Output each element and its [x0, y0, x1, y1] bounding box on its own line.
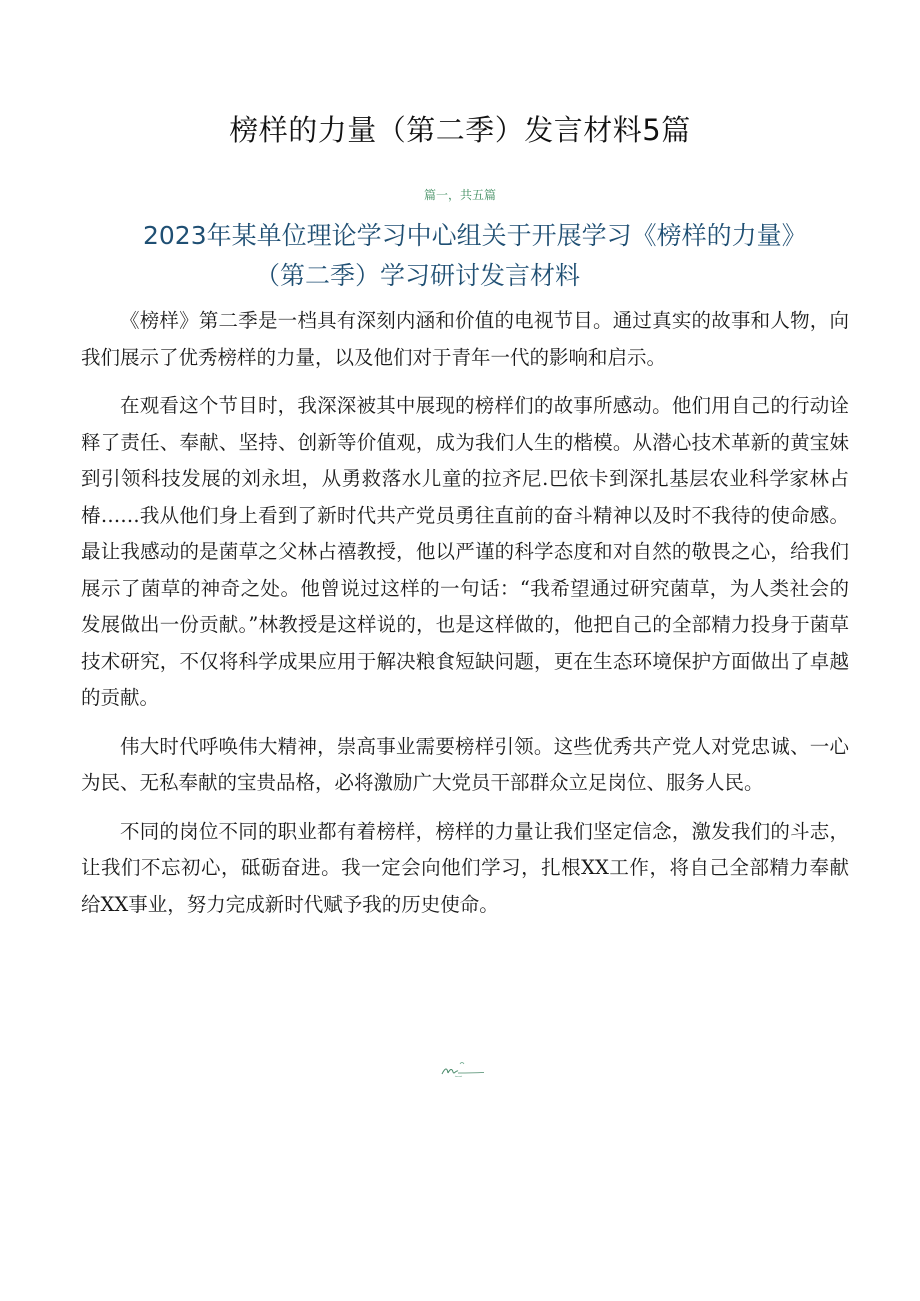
- article-heading-line-1: 2023年某单位理论学习中心组关于开展学习《榜样的力量》: [143, 221, 807, 250]
- article-heading-line-2: （第二季）学习研讨发言材料: [255, 261, 581, 290]
- article-heading: [0, 216, 920, 296]
- article-body: [81, 303, 849, 935]
- document-title: 榜样的力量（第二季）发言材料5篇: [229, 113, 691, 147]
- signature-icon: [438, 1058, 486, 1080]
- paragraph-4: 不同的岗位不同的职业都有着榜样，榜样的力量让我们坚定信念，激发我们的斗志，让我们不忘初心，砥砺奋进。我一定会向他们学习，扎根XX工作，将自己全部精力奉献给XX事业，努力完成新时代赋予我的历史使命。: [81, 819, 849, 916]
- paragraph-1: 《榜样》第二季是一档具有深刻内涵和价值的电视节目。通过真实的故事和人物，向我们展示了优秀榜样的力量，以及他们对于青年一代的影响和启示。: [81, 309, 849, 369]
- paragraph-2: 在观看这个节目时，我深深被其中展现的榜样们的故事所感动。他们用自己的行动诠释了责任、奉献、坚持、创新等价值观，成为我们人生的楷模。从潜心技术革新的黄宝妹到引领科技发展的刘永坦，从勇救落水儿童的拉齐尼.巴依卡到深扎基层农业科学家林占椿……我从他们身上看到了新时代共产党员勇往直前的奋斗精神以及时不我待的使命感。最让我感动的是菌草之父林占禧教授，他以严谨的科学态度和对自然的敬畏之心，给我们展示了菌草的神奇之处。他曾说过这样的一句话：“我希望通过研究菌草，为人类社会的发展做出一份贡献。”林教授是这样说的，也是这样做的，他把自己的全部精力投身于菌草技术研究，不仅将科学成果应用于解决粮食短缺问题，更在生态环境保护方面做出了卓越的贡献。: [81, 394, 849, 709]
- paragraph-3: 伟大时代呼唤伟大精神，崇高事业需要榜样引领。这些优秀共产党人对党忠诚、一心为民、无私奉献的宝贵品格，必将激励广大党员干部群众立足岗位、服务人民。: [81, 734, 849, 794]
- section-label: 篇一，共五篇: [423, 188, 496, 202]
